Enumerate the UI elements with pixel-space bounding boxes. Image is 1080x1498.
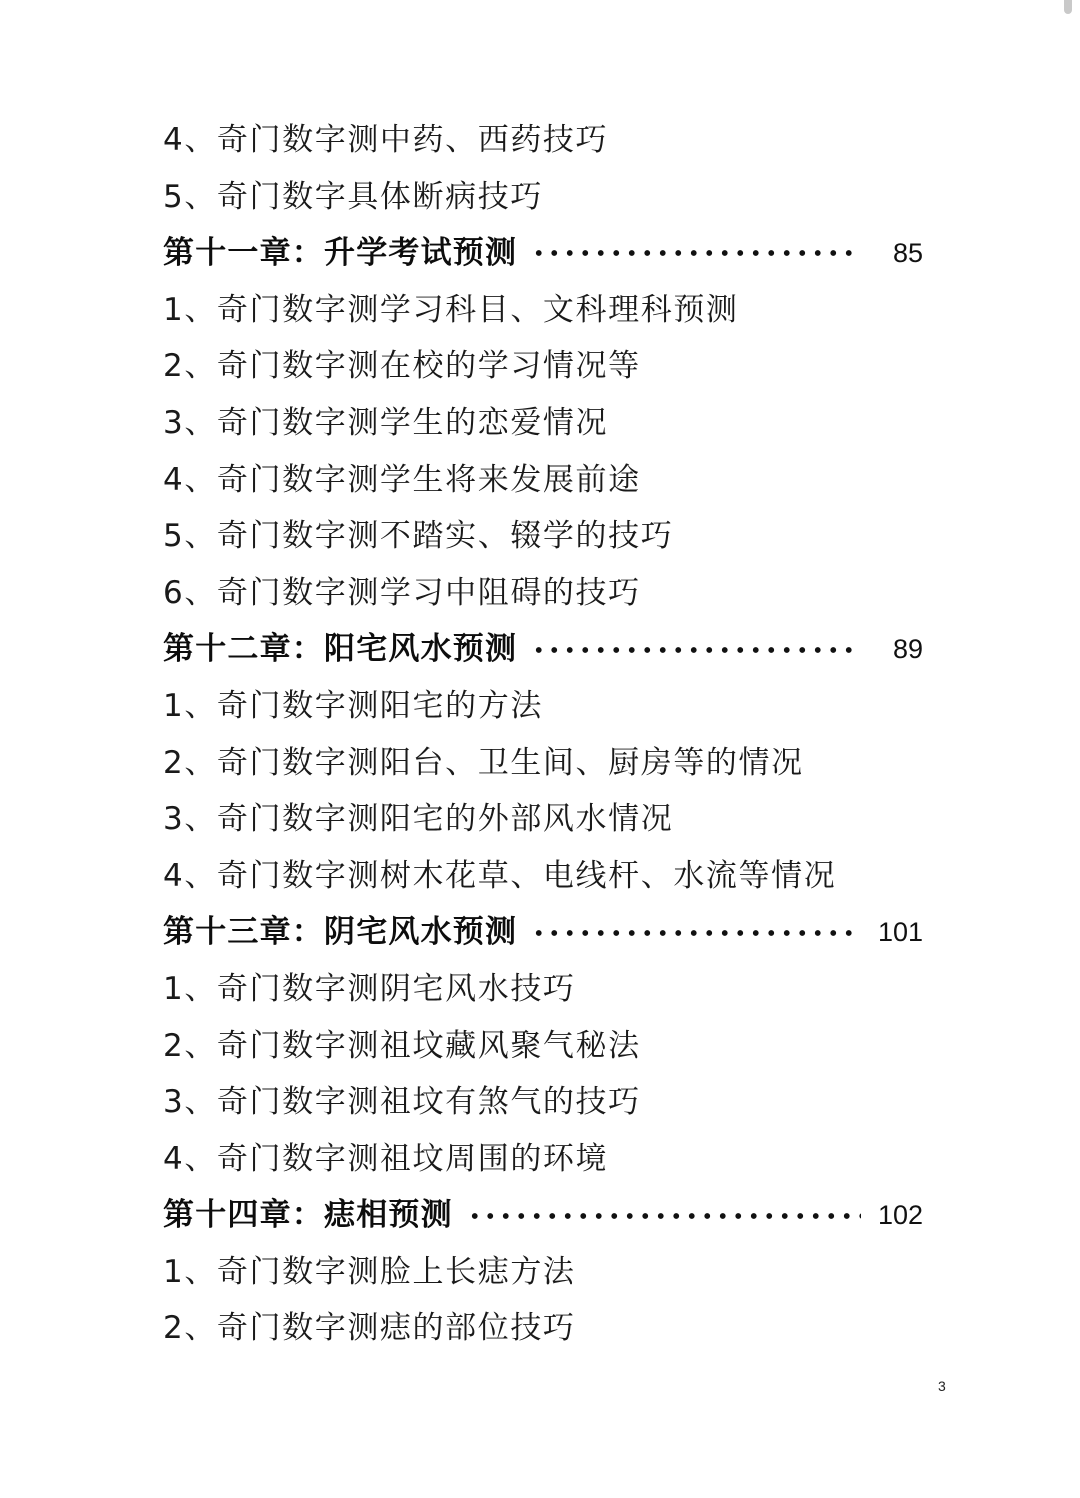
toc-item: 4、奇门数字测树木花草、电线杆、水流等情况 xyxy=(163,857,837,894)
chapter-title: 第十三章：阴宅风水预测 xyxy=(163,914,518,951)
toc-item: 5、奇门数字测不踏实、辍学的技巧 xyxy=(163,518,674,555)
toc-item: 3、奇门数字测学生的恋爱情况 xyxy=(163,404,609,441)
dot-leader xyxy=(531,929,861,937)
chapter-title: 第十一章：升学考试预测 xyxy=(163,235,518,272)
chapter-page-number: 89 xyxy=(892,634,923,665)
toc-chapter-row xyxy=(163,225,923,282)
toc-item: 4、奇门数字测中药、西药技巧 xyxy=(163,122,609,158)
toc-item: 2、奇门数字测阳台、卫生间、厨房等的情况 xyxy=(163,744,804,781)
toc-item: 5、奇门数字具体断病技巧 xyxy=(163,178,543,215)
chapter-page-number: 85 xyxy=(892,238,923,269)
toc-item: 4、奇门数字测祖坟周围的环境 xyxy=(163,1140,609,1177)
toc-item: 4、奇门数字测学生将来发展前途 xyxy=(163,461,641,498)
chapter-page-number: 102 xyxy=(877,1200,923,1231)
dot-leader xyxy=(467,1212,861,1220)
chapter-title: 第十四章：痣相预测 xyxy=(163,1197,453,1234)
toc-item: 2、奇门数字测在校的学习情况等 xyxy=(163,348,641,385)
toc-item: 3、奇门数字测祖坟有煞气的技巧 xyxy=(163,1084,641,1121)
chapter-page-number: 101 xyxy=(877,917,923,948)
table-of-contents xyxy=(163,112,923,1357)
toc-item: 1、奇门数字测脸上长痣方法 xyxy=(163,1253,576,1290)
toc-item: 2、奇门数字测痣的部位技巧 xyxy=(163,1310,576,1347)
toc-chapter-row xyxy=(163,1187,923,1244)
toc-item: 1、奇门数字测阳宅的方法 xyxy=(163,687,543,724)
toc-item: 1、奇门数字测阴宅风水技巧 xyxy=(163,970,576,1007)
toc-chapter-row xyxy=(163,621,923,678)
toc-item: 2、奇门数字测祖坟藏风聚气秘法 xyxy=(163,1027,641,1064)
toc-item: 1、奇门数字测学习科目、文科理科预测 xyxy=(163,291,739,328)
toc-chapter-row xyxy=(163,904,923,961)
toc-item: 3、奇门数字测阳宅的外部风水情况 xyxy=(163,801,674,838)
scroll-indicator[interactable] xyxy=(1064,0,1072,14)
dot-leader xyxy=(531,249,861,257)
page-number: 3 xyxy=(938,1378,946,1394)
dot-leader xyxy=(531,646,861,654)
chapter-title: 第十二章：阳宅风水预测 xyxy=(163,631,518,668)
toc-item: 6、奇门数字测学习中阻碍的技巧 xyxy=(163,574,641,611)
